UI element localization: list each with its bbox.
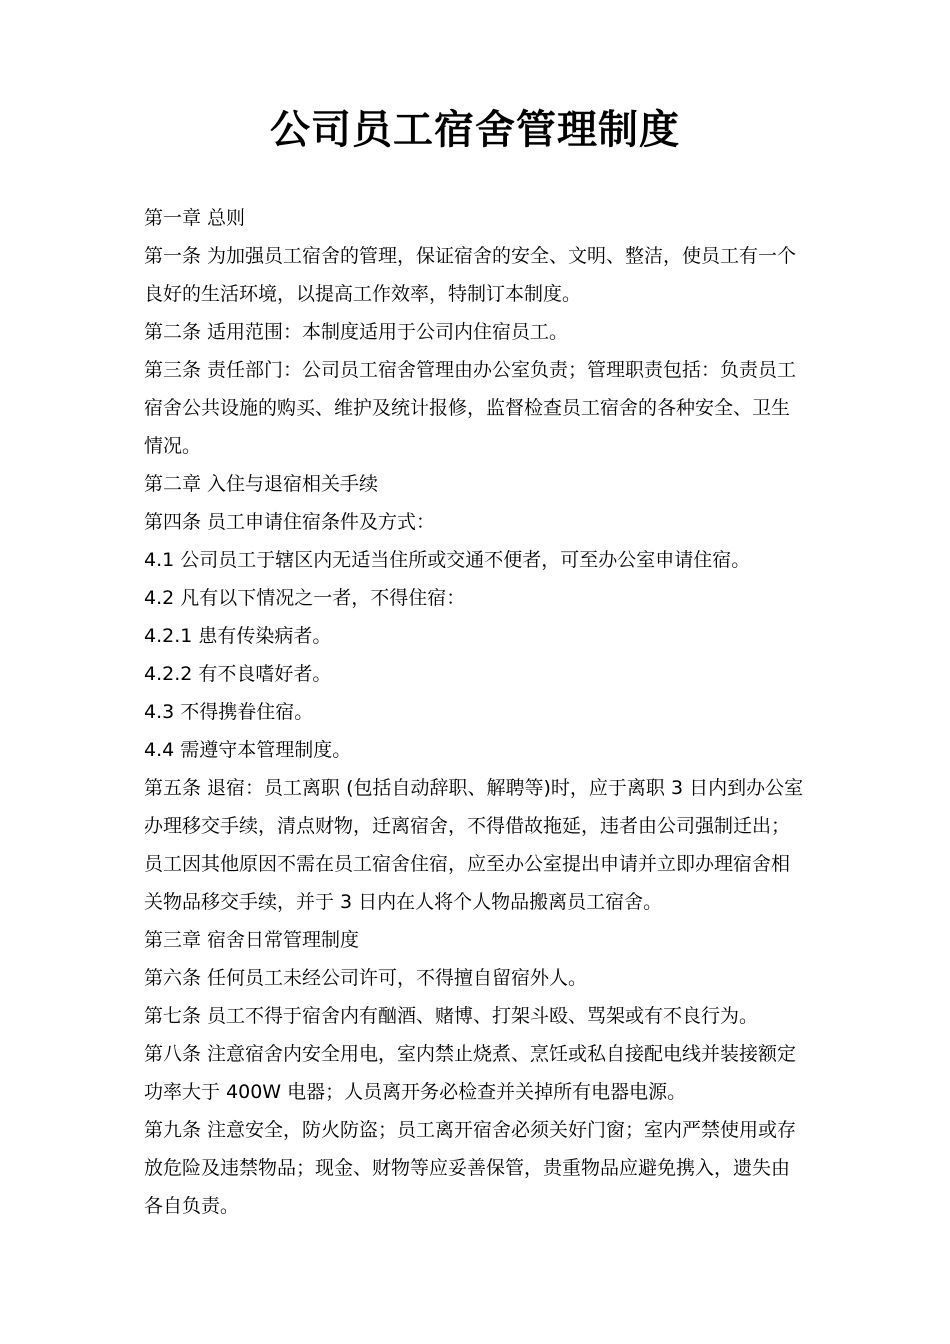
clause-4-3: 4.3 不得携眷住宿。 xyxy=(144,701,314,723)
article-4: 第四条 员工申请住宿条件及方式： xyxy=(144,511,436,533)
article-3-line-2: 宿舍公共设施的购买、维护及统计报修，监督检查员工宿舍的各种安全、卫生 xyxy=(144,397,791,419)
article-8-line-1: 第八条 注意宿舍内安全用电，室内禁止烧煮、烹饪或私自接配电线并装接额定 xyxy=(144,1043,797,1065)
article-5-line-1: 第五条 退宿：员工离职 (包括自动辞职、解聘等)时，应于离职 3 日内到办公室 xyxy=(144,777,804,799)
document-body xyxy=(144,199,808,1225)
article-3-line-3: 情况。 xyxy=(144,435,202,457)
document-title: 公司员工宿舍管理制度 xyxy=(270,107,680,153)
article-1-line-1: 第一条 为加强员工宿舍的管理，保证宿舍的安全、文明、整洁，使员工有一个 xyxy=(144,245,797,267)
article-6: 第六条 任何员工未经公司许可，不得擅自留宿外人。 xyxy=(144,967,588,989)
article-8-line-2: 功率大于 400W 电器；人员离开务必检查并关掉所有电器电源。 xyxy=(144,1081,687,1103)
article-9-line-3: 各自负责。 xyxy=(144,1195,240,1217)
chapter-heading-3: 第三章 宿舍日常管理制度 xyxy=(144,929,360,951)
clause-4-4: 4.4 需遵守本管理制度。 xyxy=(144,739,352,761)
chapter-heading-2: 第二章 入住与退宿相关手续 xyxy=(144,473,379,495)
article-3-line-1: 第三条 责任部门：公司员工宿舍管理由办公室负责；管理职责包括：负责员工 xyxy=(144,359,797,381)
article-1-line-2: 良好的生活环境，以提高工作效率，特制订本制度。 xyxy=(144,283,582,305)
article-9-line-2: 放危险及违禁物品；现金、财物等应妥善保管，贵重物品应避免携入，遗失由 xyxy=(144,1157,791,1179)
clause-4-2-2: 4.2.2 有不良嗜好者。 xyxy=(144,663,332,685)
article-9-line-1: 第九条 注意安全，防火防盗；员工离开宿舍必须关好门窗；室内严禁使用或存 xyxy=(144,1119,797,1141)
clause-4-2-1: 4.2.1 患有传染病者。 xyxy=(144,625,332,647)
clause-4-2: 4.2 凡有以下情况之一者，不得住宿： xyxy=(144,587,466,609)
article-5-line-2: 办理移交手续，清点财物，迁离宿舍，不得借故拖延，违者由公司强制迁出； xyxy=(144,815,791,837)
article-2: 第二条 适用范围：本制度适用于公司内住宿员工。 xyxy=(144,321,569,343)
chapter-heading-1: 第一章 总则 xyxy=(144,207,246,229)
clause-4-1: 4.1 公司员工于辖区内无适当住所或交通不便者，可至办公室申请住宿。 xyxy=(144,549,751,571)
article-5-line-4: 关物品移交手续，并于 3 日内在人将个人物品搬离员工宿舍。 xyxy=(144,891,663,913)
article-5-line-3: 员工因其他原因不需在员工宿舍住宿，应至办公室提出申请并立即办理宿舍相 xyxy=(144,853,791,875)
article-7: 第七条 员工不得于宿舍内有酗酒、赌博、打架斗殴、骂架或有不良行为。 xyxy=(144,1005,759,1027)
